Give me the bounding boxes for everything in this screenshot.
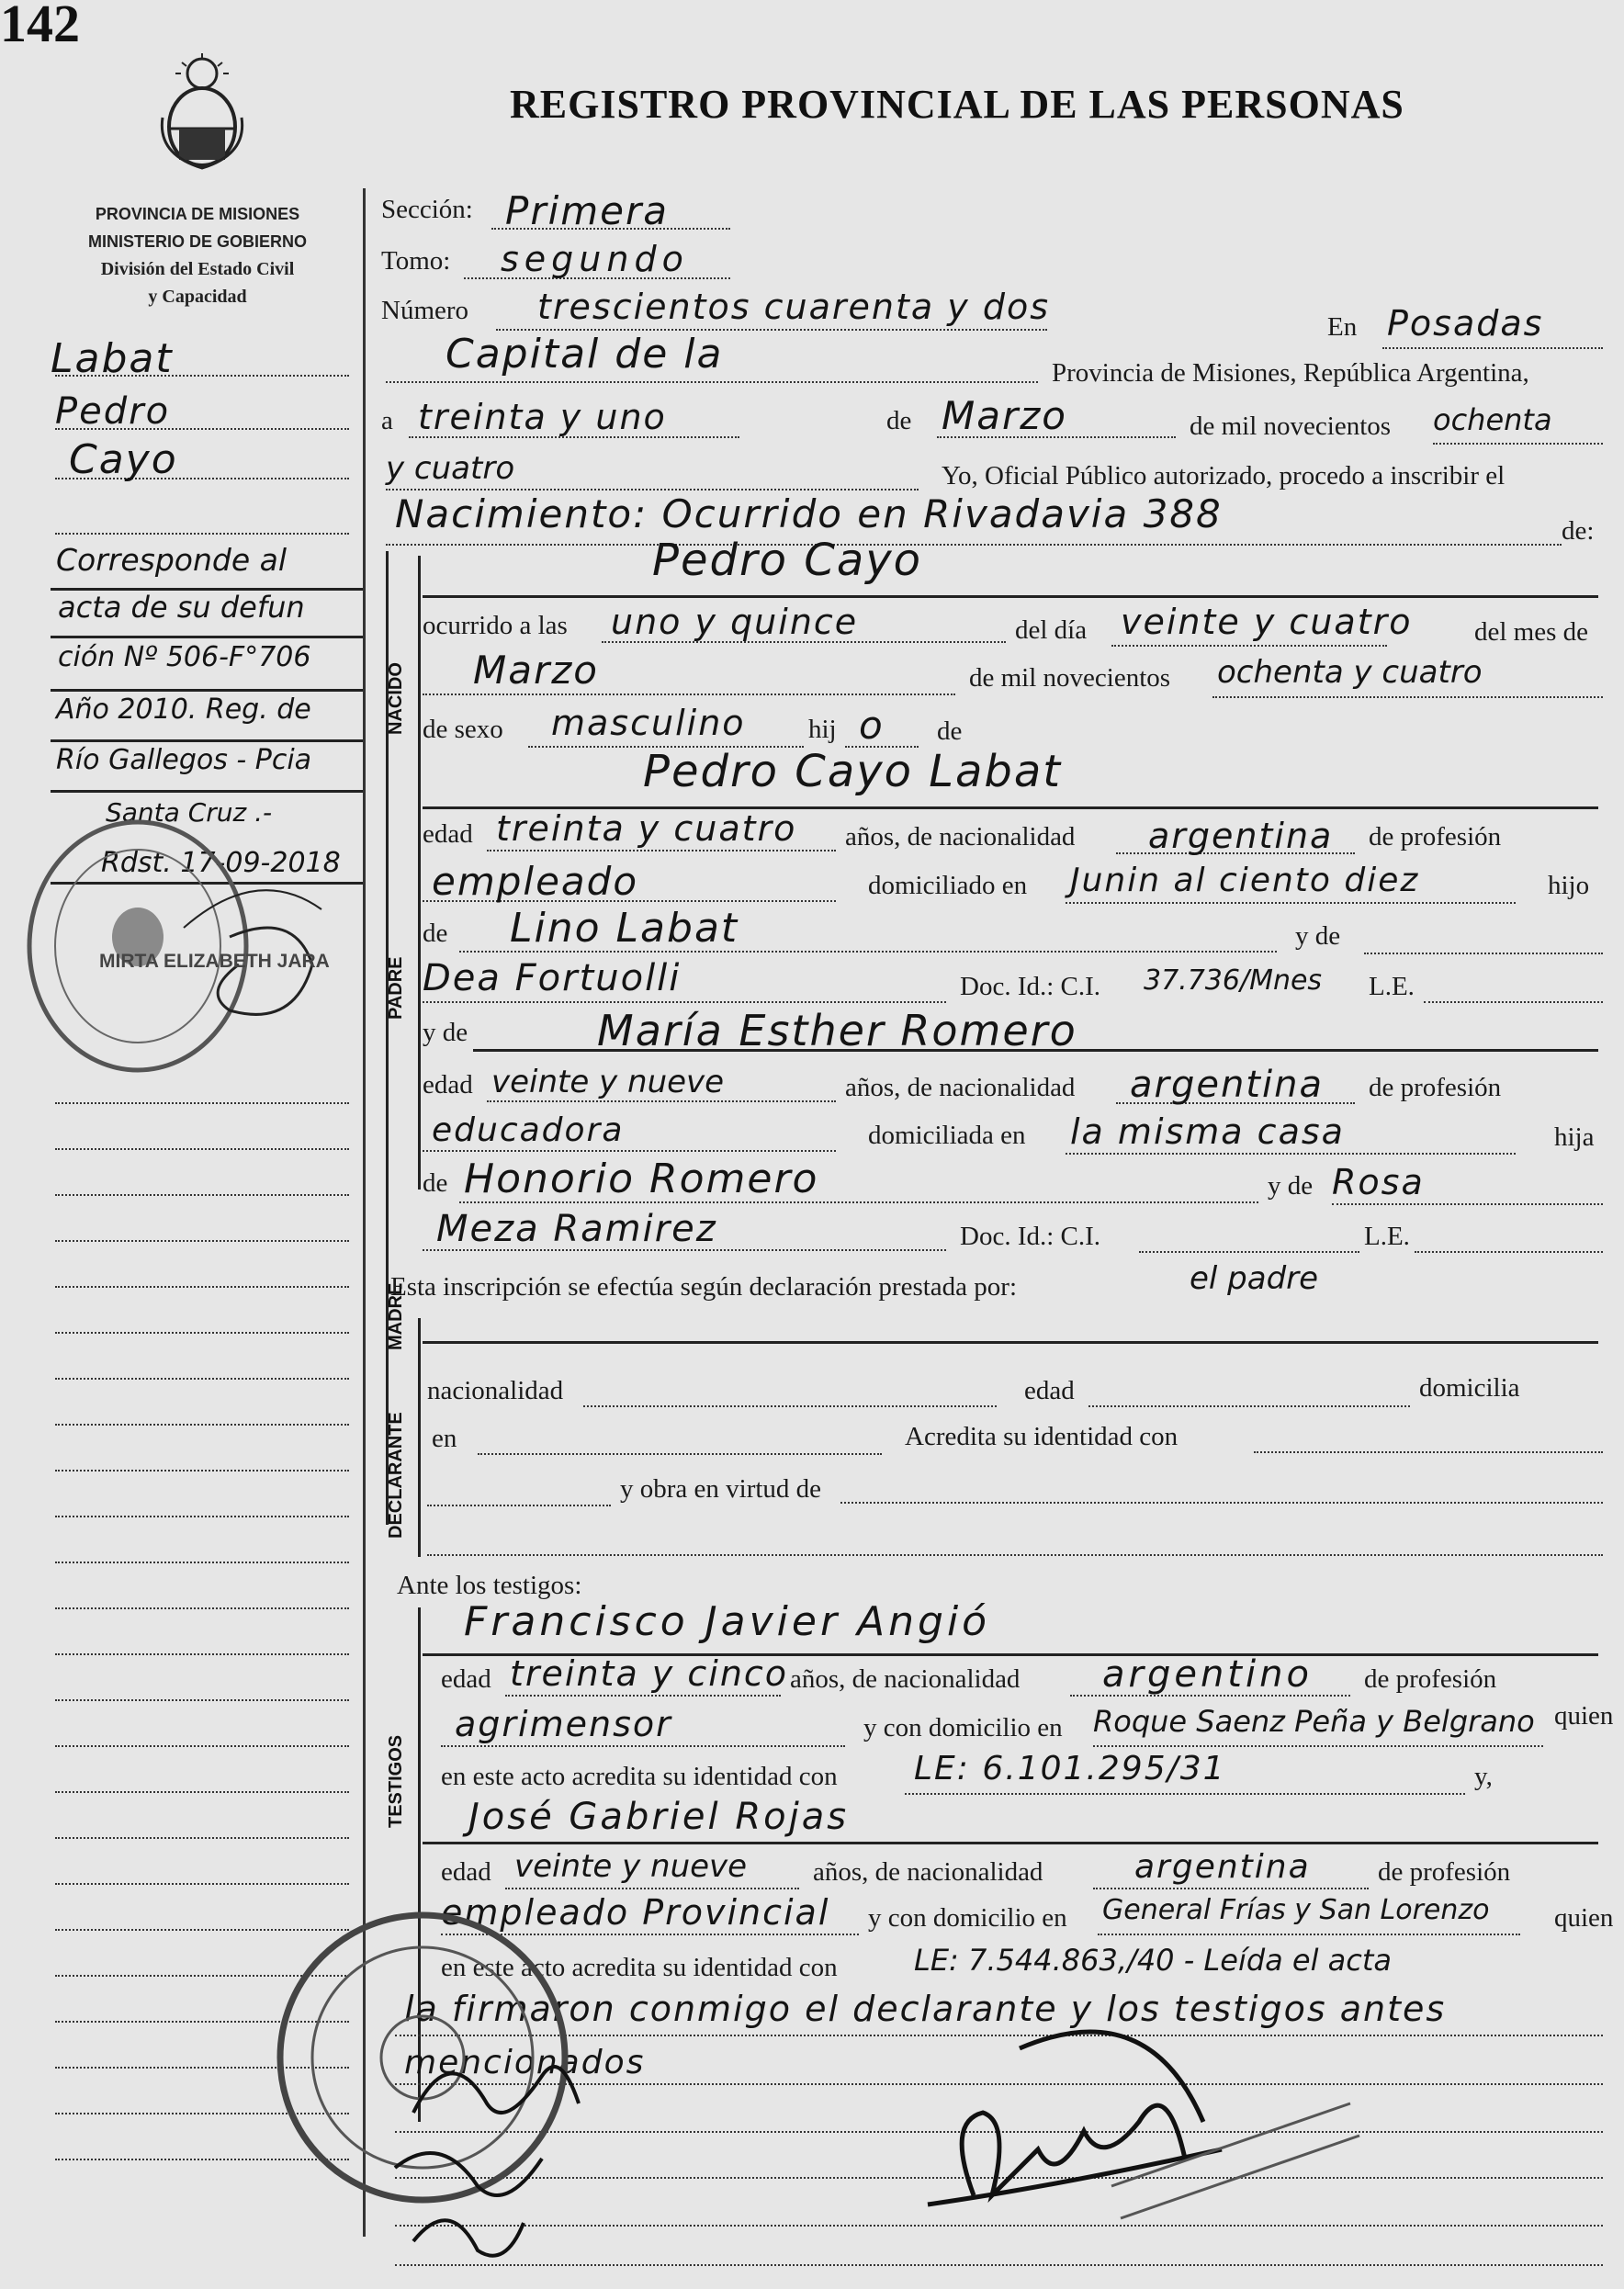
signatures-and-seal	[230, 1892, 1424, 2278]
sexo-value: masculino	[551, 703, 746, 743]
margin-surname: Labat	[51, 335, 174, 382]
padre-doc-label: Doc. Id.: C.I.	[960, 972, 1101, 1001]
tomo-label: Tomo:	[381, 246, 451, 276]
abuela-paterna-value: Dea Fortuolli	[423, 957, 682, 999]
hora-label: ocurrido a las	[423, 611, 568, 640]
madre-nombre-value: María Esther Romero	[597, 1006, 1077, 1055]
madre-doc-label: Doc. Id.: C.I.	[960, 1222, 1101, 1251]
dia-nac-label: del día	[1015, 615, 1088, 645]
mes-value: Marzo	[942, 393, 1067, 438]
declarante-section-tab	[386, 1323, 406, 1543]
testigo2-nac-label: años, de nacionalidad	[813, 1857, 1043, 1887]
testigo2-dom-label: y con domicilio en	[868, 1903, 1067, 1933]
declarante-edad-label: edad	[1024, 1376, 1075, 1405]
margin-second-name: Cayo	[69, 436, 178, 483]
anio-nac-value: ochenta y cuatro	[1217, 654, 1483, 691]
testigo2-doc-value: LE: 7.544.863,/40 - Leída el acta	[914, 1943, 1393, 1978]
numero-value: trescientos cuarenta y dos	[537, 287, 1050, 327]
note-line-3: ción Nº 506-F°706	[58, 641, 311, 673]
testigo1-dom-value: Roque Saenz Peña y Belgrano	[1093, 1704, 1535, 1739]
madre-nac-label: años, de nacionalidad	[845, 1073, 1076, 1102]
testigo2-edad-label: edad	[441, 1857, 491, 1887]
testigo1-y-label: y,	[1474, 1762, 1493, 1791]
testigos-label: Ante los testigos:	[397, 1571, 582, 1600]
madre-prof-label: de profesión	[1369, 1073, 1502, 1102]
anio-value-1: ochenta	[1433, 402, 1552, 437]
tomo-value: segundo	[501, 239, 689, 279]
testigo1-quien-label: quien	[1554, 1701, 1614, 1731]
anio-label: de mil novecientos	[1190, 412, 1392, 441]
testigo2-acredita-label: en este acto acredita su identidad con	[441, 1953, 838, 1982]
seccion-label: Sección:	[381, 195, 473, 224]
a-label: a	[381, 406, 393, 435]
dia-value: treinta y uno	[418, 397, 667, 437]
padre-edad-label: edad	[423, 819, 473, 849]
note-line-7: Rdst. 17-09-2018	[101, 847, 341, 879]
abuelo-paterno-value: Lino Labat	[510, 905, 739, 952]
cierre-line-1: la firmaron conmigo el declarante y los testigos antes	[404, 1989, 1447, 2029]
abuela-materna-value-1: Rosa	[1332, 1162, 1425, 1202]
testigo2-nac-value: argentina	[1134, 1848, 1311, 1886]
testigo2-quien-label: quien	[1554, 1903, 1614, 1933]
padre-dom-value: Junin al ciento diez	[1070, 862, 1420, 899]
madre-nac-value: argentina	[1130, 1064, 1324, 1106]
hijo-label: hij	[808, 715, 837, 744]
nacido-nombre-value: Pedro Cayo	[652, 535, 923, 586]
mes-nac-label: del mes de	[1474, 617, 1589, 647]
a-de-label: de	[886, 406, 912, 435]
madre-y-de-label-2: y de	[1268, 1171, 1314, 1201]
division-label: División del Estado Civil	[100, 259, 295, 279]
seccion-value: Primera	[505, 188, 670, 233]
declarante-section-label: DECLARANTE	[386, 1412, 406, 1539]
testigo2-prof-label: de profesión	[1378, 1857, 1511, 1887]
padre-doc-value: 37.736/Mnes	[1144, 964, 1323, 997]
madre-edad-value: veinte y nueve	[491, 1064, 725, 1100]
declarante-en-label: en	[432, 1424, 457, 1453]
madre-edad-label: edad	[423, 1070, 473, 1099]
stamp-signatory: MIRTA ELIZABETH JARA	[99, 951, 330, 972]
padre-edad-value: treinta y cuatro	[496, 808, 797, 849]
note-line-6: Santa Cruz .-	[106, 797, 273, 828]
declaracion-value: el padre	[1190, 1260, 1319, 1297]
note-line-2: acta de su defun	[58, 590, 305, 625]
padre-de-label: de	[423, 919, 448, 948]
anio-nac-label: de mil novecientos	[969, 663, 1171, 693]
abuelo-materno-value: Honorio Romero	[464, 1156, 819, 1202]
numero-label: Número	[381, 296, 469, 325]
testigo1-nac-value: argentino	[1102, 1653, 1313, 1696]
madre-de-label: de	[423, 1168, 448, 1198]
registry-seal-stamp	[18, 790, 358, 1102]
nacido-section-label: NACIDO	[386, 662, 406, 735]
declarante-dom-label: domicilia	[1419, 1373, 1520, 1403]
padre-y-de-label: y de	[1295, 921, 1341, 951]
note-line-4: Año 2010. Reg. de	[56, 693, 311, 726]
padre-nac-value: argentina	[1148, 816, 1334, 856]
testigo1-edad-value: treinta y cinco	[510, 1653, 789, 1694]
padre-le-label: L.E.	[1369, 972, 1415, 1001]
madre-dom-label: domiciliada en	[868, 1121, 1026, 1150]
testigo1-nombre-value: Francisco Javier Angió	[464, 1598, 991, 1645]
ministry-label: MINISTERIO DE GOBIERNO	[87, 232, 308, 251]
cierre-line-2: mencionados	[404, 2044, 646, 2081]
declaracion-label: Esta inscripción se efectúa según declaración prestada por:	[390, 1272, 1018, 1302]
nacido-de-label: de	[937, 716, 963, 746]
testigo1-edad-label: edad	[441, 1664, 491, 1694]
padre-prof-value: empleado	[432, 859, 639, 904]
mes-nac-value: Marzo	[473, 648, 599, 693]
note-line-5: Río Gallegos - Pcia	[56, 744, 312, 776]
dia-nac-value: veinte y cuatro	[1121, 602, 1413, 642]
testigo1-doc-value: LE: 6.101.295/31	[914, 1750, 1226, 1787]
official-stamp	[1111, 2103, 1359, 2218]
madre-le-label: L.E.	[1364, 1222, 1410, 1251]
declarante-virtud-label: y obra en virtud de	[620, 1474, 822, 1504]
abuela-materna-value-2: Meza Ramirez	[436, 1208, 717, 1250]
padre-hijo-label: hijo	[1548, 871, 1590, 900]
anio-value-2: y cuatro	[386, 450, 515, 487]
testigo2-nombre-value: José Gabriel Rojas	[468, 1796, 850, 1838]
testigo2-dom-value: General Frías y San Lorenzo	[1102, 1894, 1490, 1926]
official-signature	[928, 2032, 1222, 2204]
province-label: PROVINCIA DE MISIONES	[95, 205, 300, 223]
padre-prof-label: de profesión	[1369, 822, 1502, 851]
testigos-section-label: TESTIGOS	[386, 1734, 406, 1828]
testigo1-acredita-label: en este acto acredita su identidad con	[441, 1762, 838, 1791]
nacido-section-tab	[386, 597, 406, 762]
de-colon-label: de:	[1562, 516, 1595, 546]
madre-dom-value: la misma casa	[1070, 1111, 1345, 1152]
padre-section-label: PADRE	[386, 956, 406, 1020]
padre-nombre-value: Pedro Cayo Labat	[643, 746, 1063, 797]
oficial-label: Yo, Oficial Público autorizado, procedo a inscribir el	[942, 461, 1506, 490]
padre-dom-label: domiciliado en	[868, 871, 1028, 900]
margin-first-name: Pedro	[55, 390, 171, 433]
declarante-acredita-label: Acredita su identidad con	[905, 1422, 1179, 1451]
testigo1-nac-label: años, de nacionalidad	[790, 1664, 1021, 1694]
madre-y-de-label: y de	[423, 1018, 468, 1047]
testigo1-dom-label: y con domicilio en	[863, 1713, 1063, 1742]
en-label: En	[1327, 312, 1358, 342]
official-seal-icon	[280, 1915, 565, 2200]
hora-value: uno y quince	[611, 602, 859, 642]
sexo-label: de sexo	[423, 715, 503, 744]
en-value: Posadas	[1387, 303, 1544, 344]
testigo2-prof-value: empleado Provincial	[441, 1892, 830, 1933]
padre-section-tab	[386, 790, 406, 1102]
madre-section-label: MADRE	[386, 1282, 406, 1350]
testigo2-edad-value: veinte y nueve	[514, 1848, 748, 1885]
declarante-nac-label: nacionalidad	[427, 1376, 564, 1405]
page-number: 142	[0, 0, 80, 53]
madre-hija-label: hija	[1554, 1122, 1595, 1152]
provincia-label: Provincia de Misiones, República Argentina,	[1052, 358, 1529, 388]
issuing-authority	[51, 200, 344, 310]
coat-of-arms-icon	[152, 53, 253, 173]
lugar-value: Capital de la	[445, 331, 724, 378]
witness-signatures	[395, 2067, 579, 2256]
testigo1-prof-value: agrimensor	[455, 1704, 672, 1744]
padre-nac-label: años, de nacionalidad	[845, 822, 1076, 851]
note-line-1: Corresponde al	[56, 542, 288, 578]
capacity-label: y Capacidad	[148, 287, 247, 307]
madre-prof-value: educadora	[432, 1111, 625, 1149]
hijo-value: o	[859, 703, 885, 748]
document-title: REGISTRO PROVINCIAL DE LAS PERSONAS	[510, 82, 1404, 127]
testigo1-prof-label: de profesión	[1364, 1664, 1497, 1694]
acto-value: Nacimiento: Ocurrido en Rivadavia 388	[395, 491, 1223, 536]
